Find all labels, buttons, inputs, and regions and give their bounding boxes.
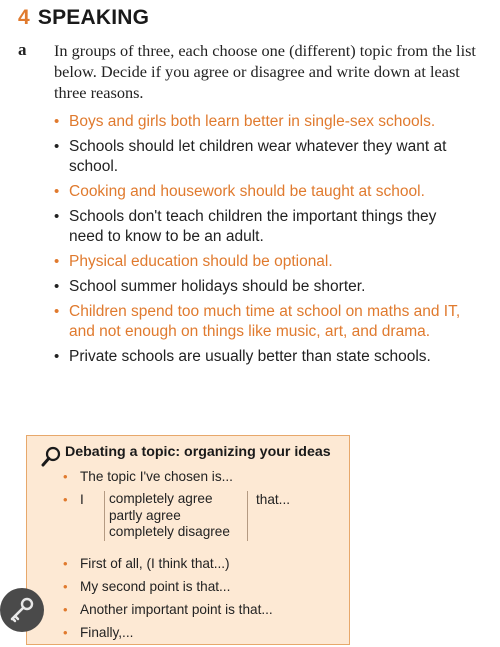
task-instruction: In groups of three, each choose one (different) topic from the list below. Decide if you agree or disagree and write down at least three reasons.	[54, 41, 476, 102]
magnifier-icon	[41, 446, 61, 468]
opinion-subject: I	[80, 492, 84, 507]
topic-item: • Children spend too much time at school on maths and IT, and not enough on things like music, art, and drama.	[54, 303, 461, 340]
opinion-continuation: that...	[256, 492, 291, 507]
opinion-option: completely agree	[109, 491, 213, 506]
topic-list	[54, 112, 474, 372]
topic-item: • Schools don't teach children the important things they need to know to be an adult.	[54, 208, 437, 245]
phrase-item: • Another important point is that...	[63, 602, 273, 617]
task-letter: a	[18, 40, 27, 59]
phrase-item: • Finally,...	[63, 625, 134, 640]
opinion-option: completely disagree	[109, 524, 230, 539]
topic-item: • School summer holidays should be shorter.	[54, 278, 366, 295]
tip-box	[26, 435, 350, 645]
phrase-item: • My second point is that...	[63, 579, 231, 594]
phrase-item-opinion: • I completely agree partly agree completely disagree that...	[63, 491, 291, 539]
section-number: 4	[18, 6, 30, 29]
key-icon	[0, 588, 44, 632]
key-button[interactable]	[0, 588, 44, 632]
section-header	[18, 6, 149, 30]
topic-item: • Schools should let children wear whatever they want at school.	[54, 138, 447, 175]
topic-item: • Cooking and housework should be taught at school.	[54, 183, 425, 200]
opinion-options	[104, 491, 248, 541]
topic-item: • Physical education should be optional.	[54, 253, 333, 270]
topic-item: • Boys and girls both learn better in single-sex schools.	[54, 113, 436, 130]
phrase-list	[63, 468, 343, 647]
topic-item: • Private schools are usually better than state schools.	[54, 348, 431, 365]
phrase-item: • First of all, (I think that...)	[63, 556, 230, 571]
phrase-item: • The topic I've chosen is...	[63, 469, 233, 484]
tip-box-title: Debating a topic: organizing your ideas	[65, 444, 331, 460]
opinion-option: partly agree	[109, 507, 181, 523]
section-title: SPEAKING	[37, 6, 150, 29]
